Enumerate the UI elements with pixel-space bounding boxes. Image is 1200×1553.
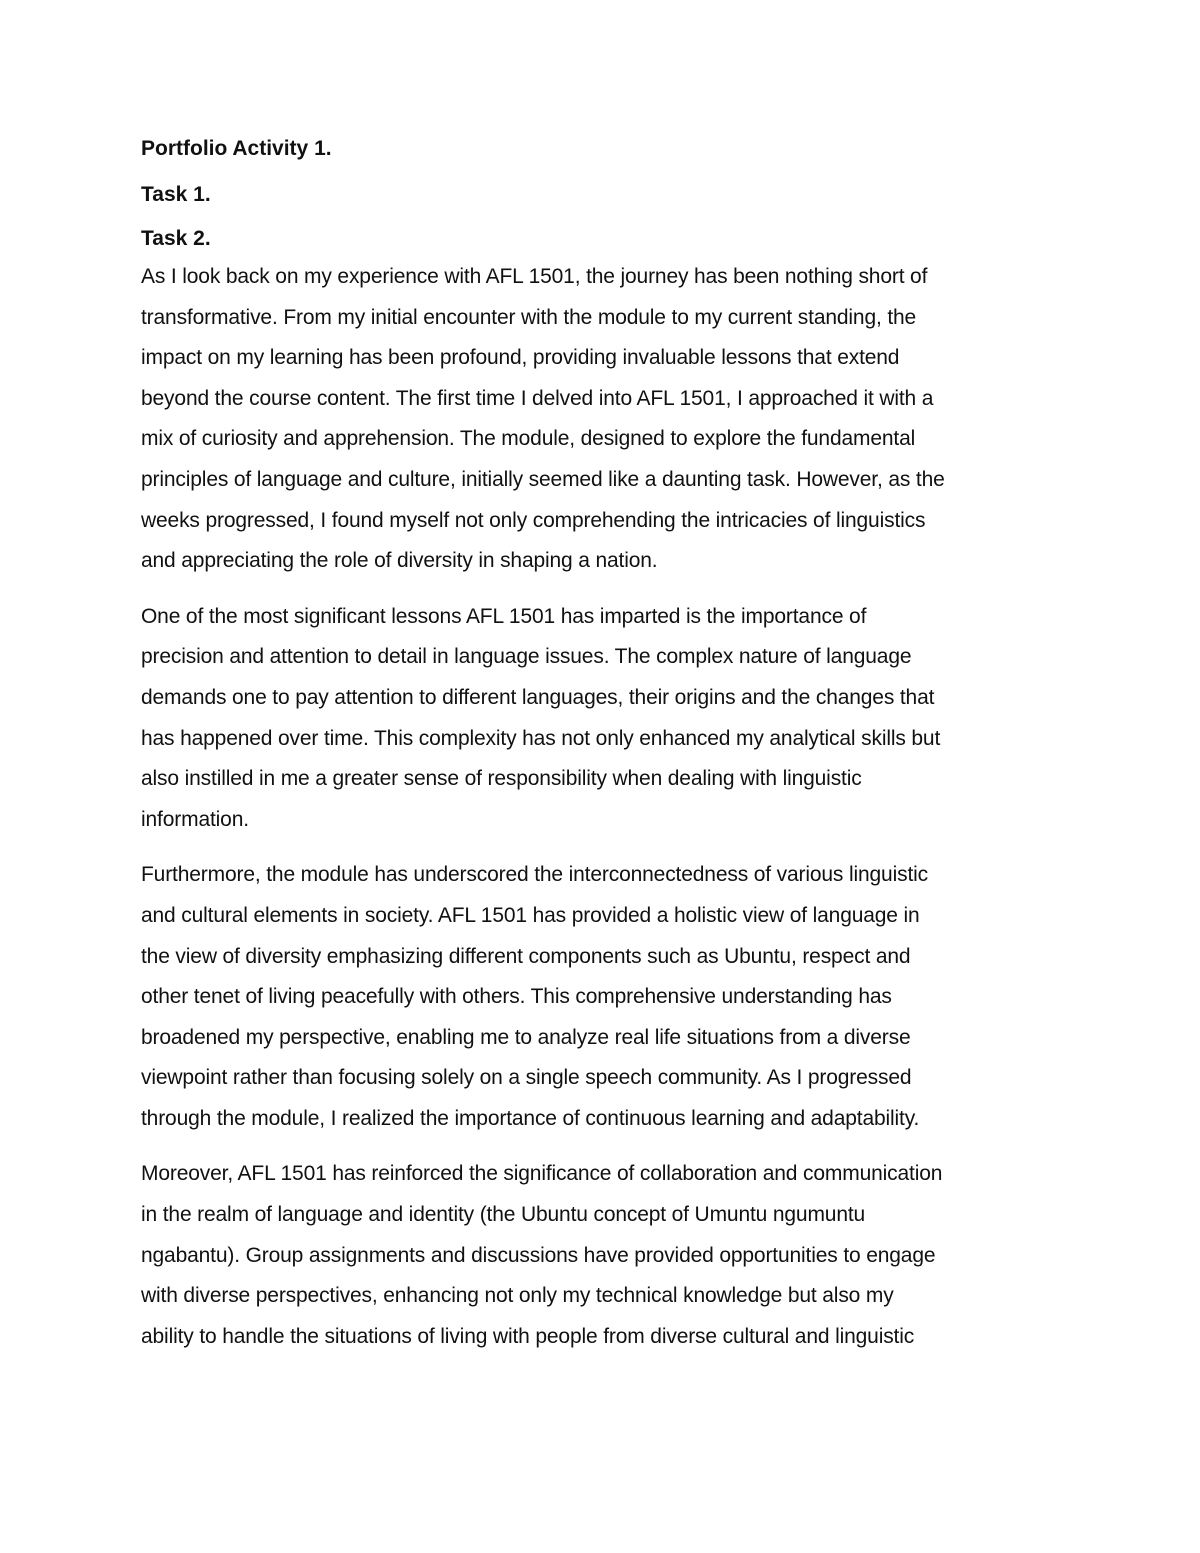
paragraph-line: One of the most significant lessons AFL 1501 has imparted is the importance of (141, 604, 867, 628)
task-1-heading: Task 1. (141, 183, 211, 206)
task-2-heading: Task 2. (141, 227, 211, 250)
paragraph-4 (141, 1154, 1071, 1357)
paragraph-line: ngabantu). Group assignments and discussions have provided opportunities to engage (141, 1243, 936, 1267)
paragraph-line: through the module, I realized the importance of continuous learning and adaptability. (141, 1106, 920, 1130)
paragraph-line: Moreover, AFL 1501 has reinforced the significance of collaboration and communication (141, 1162, 943, 1186)
paragraph-line: other tenet of living peacefully with others. This comprehensive understanding has (141, 985, 892, 1009)
paragraph-line: with diverse perspectives, enhancing not only my technical knowledge but also my (141, 1284, 894, 1308)
paragraph-3 (141, 855, 1071, 1139)
paragraph-line: in the realm of language and identity (the Ubuntu concept of Umuntu ngumuntu (141, 1203, 866, 1227)
paragraph-line: impact on my learning has been profound, providing invaluable lessons that extend (141, 346, 900, 370)
paragraph-line: demands one to pay attention to different languages, their origins and the changes that (141, 685, 935, 709)
paragraph-line: broadened my perspective, enabling me to analyze real life situations from a diverse (141, 1025, 911, 1049)
document-title: Portfolio Activity 1. (141, 137, 332, 160)
paragraph-line: principles of language and culture, initially seemed like a daunting task. However, as the (141, 467, 945, 491)
paragraph-line: ability to handle the situations of living with people from diverse cultural and linguistic (141, 1324, 915, 1348)
paragraph-line: has happened over time. This complexity has not only enhanced my analytical skills but (141, 726, 941, 750)
paragraph-line: also instilled in me a greater sense of responsibility when dealing with linguistic (141, 767, 862, 791)
paragraph-1 (141, 257, 1071, 582)
paragraph-line: Furthermore, the module has underscored the interconnectedness of various linguistic (141, 863, 929, 887)
paragraph-line: beyond the course content. The first time I delved into AFL 1501, I approached it with a (141, 386, 934, 410)
paragraph-line: and appreciating the role of diversity in shaping a nation. (141, 549, 658, 573)
paragraph-line: transformative. From my initial encounter with the module to my current standing, the (141, 305, 917, 329)
paragraph-line: viewpoint rather than focusing solely on a single speech community. As I progressed (141, 1066, 912, 1090)
paragraph-line: and cultural elements in society. AFL 1501 has provided a holistic view of language in (141, 903, 920, 927)
paragraph-line: weeks progressed, I found myself not only comprehending the intricacies of linguistics (141, 508, 926, 532)
paragraph-line: information. (141, 807, 249, 831)
paragraph-2 (141, 597, 1071, 841)
paragraph-line: the view of diversity emphasizing different components such as Ubuntu, respect and (141, 944, 911, 968)
paragraph-line: As I look back on my experience with AFL 1501, the journey has been nothing short of (141, 265, 928, 288)
paragraph-line: mix of curiosity and apprehension. The module, designed to explore the fundamental (141, 427, 916, 451)
document-page (141, 137, 1071, 1372)
paragraph-line: precision and attention to detail in language issues. The complex nature of language (141, 645, 912, 669)
